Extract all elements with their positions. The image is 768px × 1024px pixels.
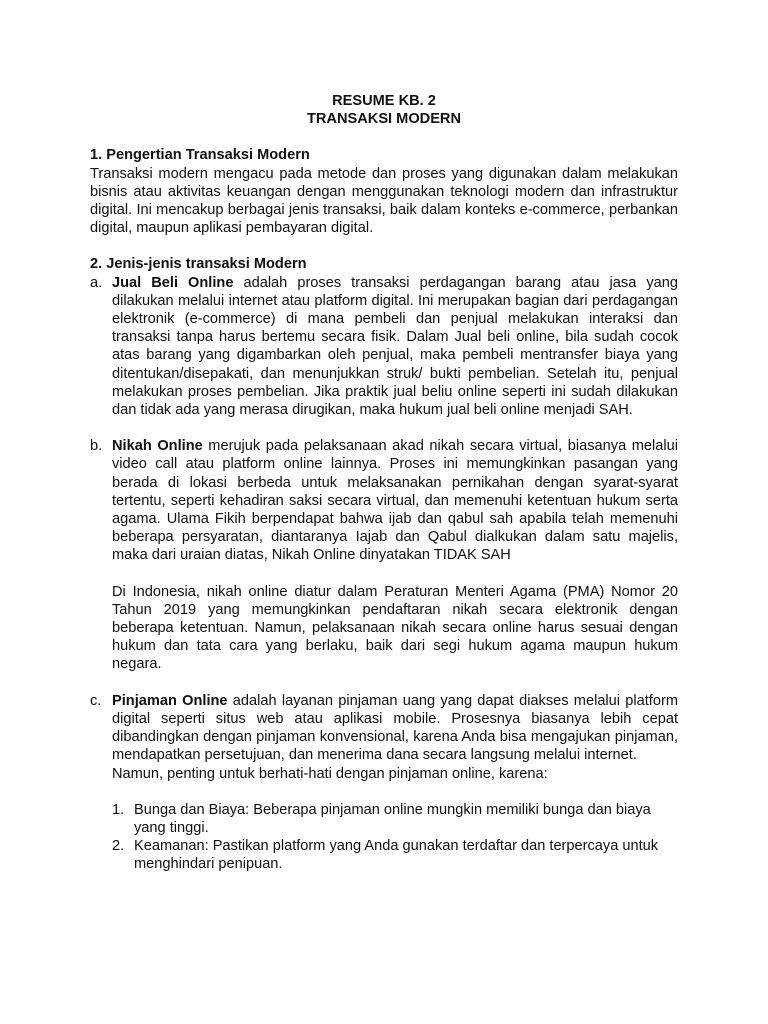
item-c-text: adalah layanan pinjaman uang yang dapat diakses melalui platform digital seperti situs web atau aplikasi mobile. Prosesnya biasanya lebih cepat dibandingkan dengan pinjaman konvensional, karena Anda bisa mengajukan pinjaman, mendapatkan persetujuan, dan menerima dana secara langsung melalui internet. xyxy=(112,692,678,764)
item-b-paragraph-2: Di Indonesia, nikah online diatur dalam Peraturan Menteri Agama (PMA) Nomor 20 Tahun 2019 yang memungkinkan pendaftaran nikah secara elektronik dengan beberapa ketentuan. Namun, pelaksanaan nikah secara online harus sesuai dengan hukum dan tata cara yang berlaku, baik dari segi hukum agama maupun hukum negara. xyxy=(112,583,678,673)
section-1-heading: 1. Pengertian Transaksi Modern xyxy=(90,147,310,164)
item-b-term: Nikah Online xyxy=(112,438,203,455)
item-c-marker: c. xyxy=(90,692,102,709)
item-a-term: Jual Beli Online xyxy=(112,274,234,291)
item-c-term: Pinjaman Online xyxy=(112,692,228,709)
item-b-marker: b. xyxy=(90,438,103,455)
item-a-marker: a. xyxy=(90,274,103,291)
item-b xyxy=(90,437,678,564)
list-item-text: Bunga dan Biaya: Beberapa pinjaman online mungkin memiliki bunga dan biaya yang tinggi. xyxy=(134,801,651,836)
item-b-text: merujuk pada pelaksanaan akad nikah secara virtual, biasanya melalui video call atau platform online lainnya. Proses ini memungkinkan pasangan yang berada di lokasi berbeda untuk melaksanakan pernikahan dengan syarat-syarat tertentu, seperti kehadiran saksi secara virtual, dan memenuhi ketentuan hukum serta agama. Ulama Fikih berpendapat bahwa ijab dan qabul sah apabila telah memenuhi beberapa persyaratan, diantaranya Iajab dan Qabul dialkukan dalam satu majelis, maka dari uraian diatas, Nikah Online dinyatakan TIDAK SAH xyxy=(112,438,679,564)
list-item-marker: 1. xyxy=(112,801,125,818)
item-a-text: adalah proses transaksi perdagangan barang atau jasa yang dilakukan melalui internet atau platform digital. Ini merupakan bagian dari perdagangan elektronik (e-commerce) di mana pembeli dan penjual melakukan interaksi dan transaksi tanpa harus bertemu secara fisik. Dalam Jual beli online, bila sudah cocok atas barang yang digambarkan oleh penjual, maka pembeli mentransfer biaya yang ditentukan/disepakati, dan menunjukkan struk/ bukti pembelian. Setelah itu, penjual melakukan proses pembelian. Jika praktik jual beliu online seperti ini sudah dilakukan dan tidak ada yang merasa dirugikan, maka hukum jual beli online menjadi SAH. xyxy=(112,274,678,419)
item-c-note: Namun, penting untuk berhati-hati dengan pinjaman online, karena: xyxy=(112,765,548,782)
section-1-body: Transaksi modern mengacu pada metode dan proses yang digunakan dalam melakukan bisnis atau aktivitas keuangan dengan menggunakan teknologi modern dan infrastruktur digital. Ini mencakup berbagai jenis transaksi, baik dalam konteks e-commerce, perbankan digital, maupun aplikasi pembayaran digital. xyxy=(90,165,678,237)
list-item-text: Keamanan: Pastikan platform yang Anda gunakan terdaftar dan terpercaya untuk menghindari penipuan. xyxy=(134,838,659,873)
list-item xyxy=(90,837,678,873)
item-a xyxy=(90,274,678,420)
list-item-marker: 2. xyxy=(112,838,125,855)
section-2-heading: 2. Jenis-jenis transaksi Modern xyxy=(90,256,307,273)
item-c xyxy=(90,692,678,765)
document-title: RESUME KB. 2 xyxy=(332,93,436,109)
document-subtitle: TRANSAKSI MODERN xyxy=(306,111,462,128)
list-item xyxy=(90,801,678,837)
